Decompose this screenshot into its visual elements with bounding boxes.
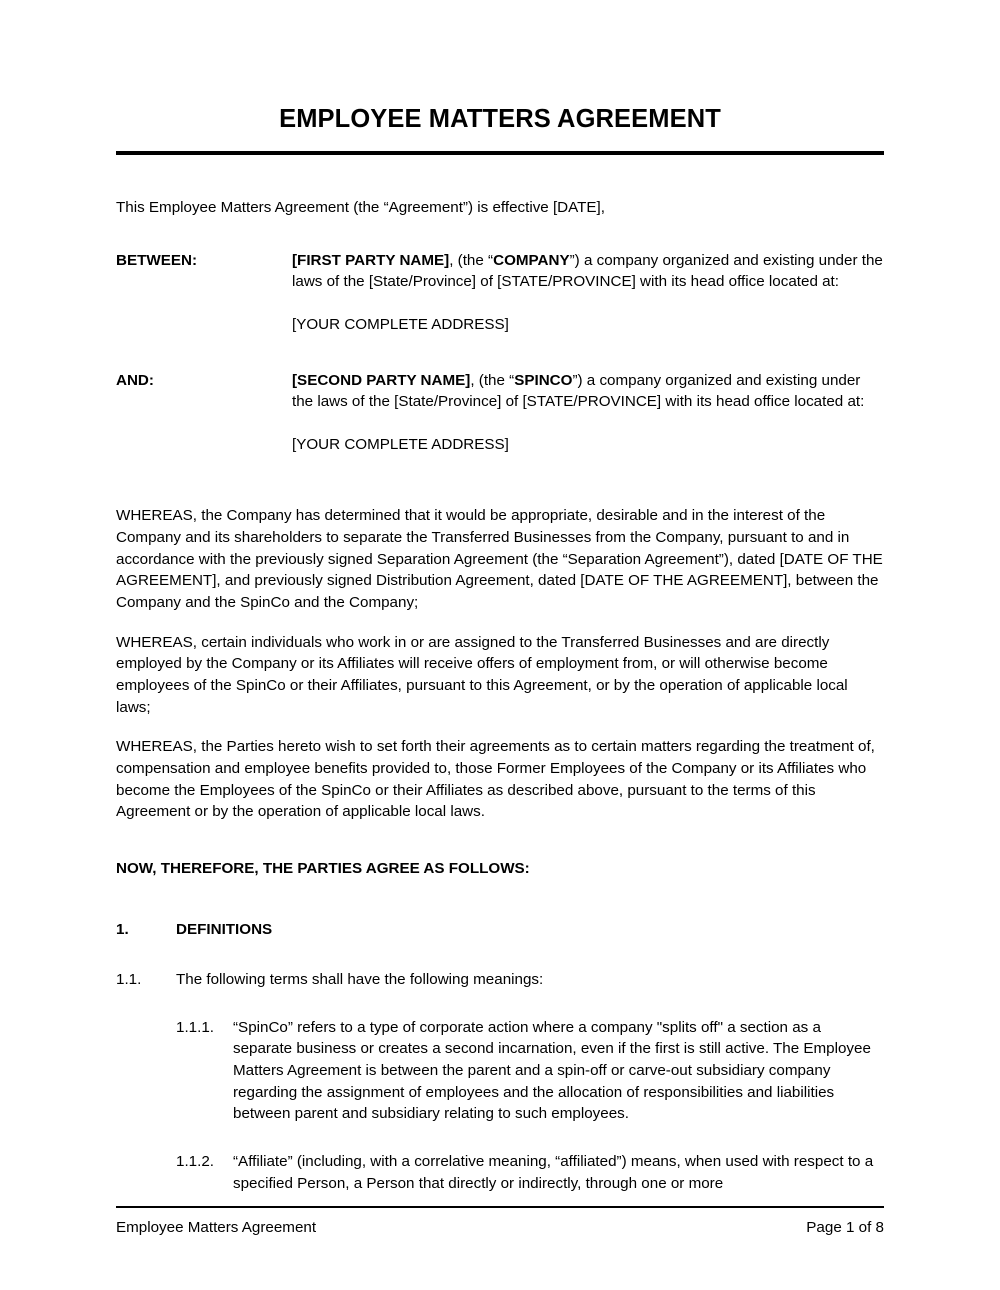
party-body-spinco <box>292 370 884 456</box>
clause-number-1-1: 1.1. <box>116 971 142 989</box>
clause-1-1-2 <box>176 1151 884 1194</box>
party-name-second: [SECOND PARTY NAME] <box>292 371 471 389</box>
clause-text-1-1-2: “Affiliate” (including, with a correlative meaning, “affiliated”) means, when used with respect to a specified Person, a Person that directly or indirectly, through one or more <box>233 1153 874 1192</box>
definitions-section <box>116 919 884 1194</box>
party-body-company <box>292 250 884 336</box>
footer-divider <box>116 1206 884 1208</box>
clause-text-1-1-1: “SpinCo” refers to a type of corporate action where a company "splits off" a section as a separate business or creates a second incarnation, even if the first is still active. The Employee Matters Agreement is between the parent and a spin-off or carve-out subsidiary company regarding the assignment of employees and the allocation of responsibilities and liabilities between parent and subsidiary relating to such employees. <box>233 1018 871 1123</box>
clause-1-1-1 <box>176 1017 884 1125</box>
party-text-spinco: ”) a company organized and existing under the laws of the [State/Province] of [STATE/PROVINCE] with its head office located at: <box>292 371 865 411</box>
footer-page-number: Page 1 of 8 <box>806 1219 884 1236</box>
party-defined-term-spinco: SPINCO <box>514 371 573 389</box>
party-address-spinco: [YOUR COMPLETE ADDRESS] <box>292 435 509 453</box>
clause-1 <box>116 919 884 941</box>
recital-paragraph: WHEREAS, certain individuals who work in or are assigned to the Transferred Businesses and are directly employed by the Company or its Affiliates will receive offers of employment from, or will otherwise become employees of the SpinCo or their Affiliates, pursuant to this Agreement, or by the operation of applicable local laws; <box>116 633 848 716</box>
page-title: EMPLOYEE MATTERS AGREEMENT <box>279 105 721 133</box>
party-label-and: AND: <box>116 371 154 389</box>
intro-paragraph: This Employee Matters Agreement (the “Agreement”) is effective [DATE], <box>116 199 605 217</box>
footer-document-name: Employee Matters Agreement <box>116 1219 317 1236</box>
parties-block <box>116 250 884 455</box>
party-description-spinco <box>292 370 884 413</box>
party-row-and <box>116 370 884 456</box>
party-label-between: BETWEEN: <box>116 251 197 269</box>
clause-heading-definitions: DEFINITIONS <box>176 921 273 939</box>
title-divider <box>116 151 884 155</box>
clause-number-1: 1. <box>116 921 129 939</box>
recitals-block <box>116 505 884 823</box>
clause-text-1-1: The following terms shall have the following meanings: <box>176 971 544 989</box>
party-term-prefix-spinco: , (the “ <box>470 371 515 389</box>
party-defined-term-company: COMPANY <box>493 251 570 269</box>
clause-number-1-1-1: 1.1.1. <box>176 1018 214 1036</box>
page-footer <box>116 1206 884 1236</box>
recital-paragraph: WHEREAS, the Parties hereto wish to set forth their agreements as to certain matters regarding the treatment of, compensation and employee benefits provided to, those Former Employees of the Company or its Affiliates who become the Employees of the SpinCo or their Affiliates as described above, pursuant to the terms of this Agreement or by the operation of applicable local laws. <box>116 738 875 821</box>
footer-row <box>116 1219 884 1236</box>
clause-number-1-1-2: 1.1.2. <box>176 1153 214 1171</box>
party-name-first: [FIRST PARTY NAME] <box>292 251 450 269</box>
party-text-company: ”) a company organized and existing under the laws of the [State/Province] of [STATE/PROVINCE] with its head office located at: <box>292 251 883 291</box>
party-term-prefix-company: , (the “ <box>449 251 494 269</box>
party-address-company: [YOUR COMPLETE ADDRESS] <box>292 316 509 334</box>
party-description-company <box>292 250 884 293</box>
clause-1-1 <box>116 969 884 991</box>
agreement-statement: NOW, THEREFORE, THE PARTIES AGREE AS FOLLOWS: <box>116 859 530 877</box>
recital-paragraph: WHEREAS, the Company has determined that it would be appropriate, desirable and in the interest of the Company and its shareholders to separate the Transferred Businesses from the Company, pursuant to and in accordance with the previously signed Separation Agreement (the “Separation Agreement”), dated [DATE OF THE AGREEMENT], and previously signed Distribution Agreement, dated [DATE OF THE AGREEMENT], between the Company and the SpinCo and the Company; <box>116 507 883 611</box>
party-row-between <box>116 250 884 336</box>
